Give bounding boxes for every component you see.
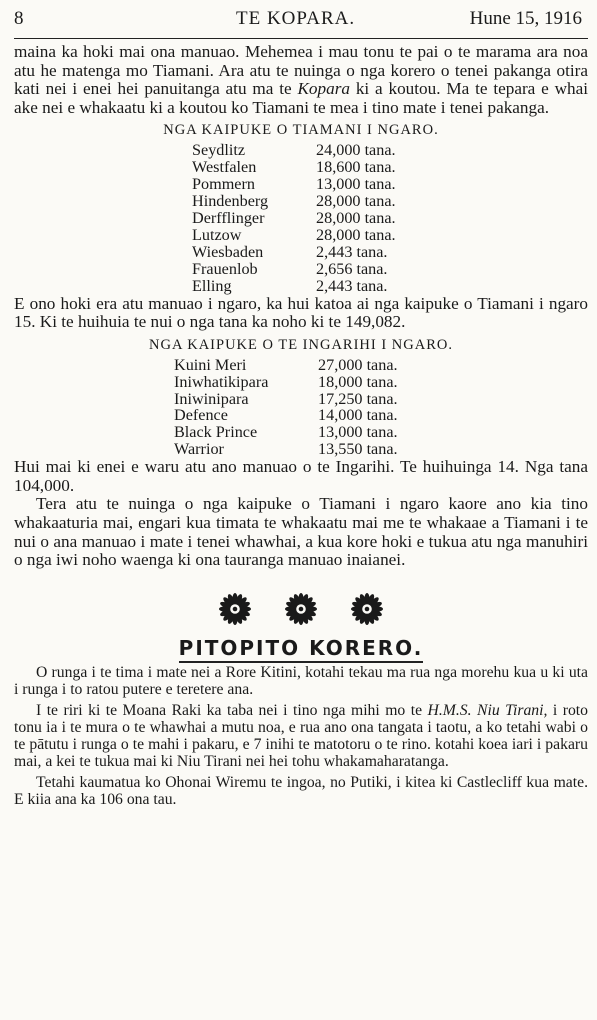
- ship-name: Westfalen: [192, 158, 257, 177]
- ship-row: [174, 424, 398, 441]
- ship-name: Derfflinger: [192, 209, 265, 227]
- intro-text-1: maina ka hoki mai ona manuao. Mehemea i mau tonu te pai o te marama ara noa atu he matenga mo Tiamani. Ara atu te nuinga o nga korero o tenei pakanga otira kati nei i enei hei panuitanga atu ma te: [14, 42, 588, 99]
- flower-ornament-icon: [350, 592, 384, 631]
- ship-name: Kuini Meri: [174, 355, 247, 374]
- ship-tonnage: 2,443 tana.: [316, 276, 388, 295]
- ship-name: Warrior: [174, 440, 224, 459]
- flower-ornament-icon: [218, 592, 252, 631]
- german-ships-table: [192, 142, 396, 294]
- ship-row: [174, 374, 398, 391]
- kopara-italic: Kopara: [297, 79, 350, 99]
- page-number: 8: [14, 8, 24, 29]
- closing-paragraph: Tera atu te nuinga o nga kaipuke o Tiamani i ngaro kaore ano kia tino whakaaturia mai, engari kua timata te whakaatu mai me te whakaae a Tiamani i te nui o ana manuao i mate i tenei whawhai, a kua kore hoki e tukua atu nga manuhiri o nga iwi noho waenga ki ona tauranga manuao inaianei.: [14, 494, 588, 570]
- ship-name: Hindenberg: [192, 192, 269, 211]
- ship-row: [192, 142, 396, 159]
- news-paragraph-1: O runga i te tima i mate nei a Rore Kitini, kotahi tekau ma rua nga morehu kua u ki uta i runga i to ratou putere e teretere ana.: [14, 663, 588, 698]
- ship-row: [192, 227, 396, 244]
- ship-row: [174, 407, 398, 424]
- german-summary: E ono hoki era atu manuao i ngaro, ka hui katoa ai nga kaipuke o Tiamani i ngaro 15. Ki te huihuia te nui o nga tana ka noho ki te 149,082.: [14, 293, 588, 332]
- ship-name: Wiesbaden: [192, 242, 264, 261]
- ship-tonnage: 13,000 tana.: [318, 423, 398, 442]
- ship-name: Iniwhatikipara: [174, 372, 269, 391]
- ship-row: [174, 357, 398, 374]
- page-header: [14, 4, 588, 39]
- ship-name: Frauenlob: [192, 259, 258, 278]
- ship-tonnage: 27,000 tana.: [318, 355, 398, 374]
- news-heading: [14, 636, 588, 660]
- ship-name-italic: H.M.S. Niu Tirani,: [427, 701, 548, 719]
- news-heading-text: PITOPITO KORERO.: [179, 636, 424, 663]
- ship-name: Pommern: [192, 175, 255, 194]
- ship-name: Seydlitz: [192, 141, 246, 160]
- news-p2-suffix: i roto tonu ia i te mura o te whawhai a mutu noa, e rua ano ona tangata i taotu, a ko tetahi wabi o te pātutu i runga o te mahi i pakaru, e 7 inihi te matotoru o te rino. kotahi koea iari i pakaru mai, a kei te tukua mai ki Niu Tirani nei hei tohu whakamaharatanga.: [14, 701, 588, 770]
- ship-tonnage: 28,000 tana.: [316, 209, 396, 227]
- ship-tonnage: 28,000 tana.: [316, 192, 396, 211]
- ship-tonnage: 24,000 tana.: [316, 141, 396, 160]
- english-summary: Hui mai ki enei e waru atu ano manuao o te Ingarihi. Te huihuinga 14. Nga tana 104,000.: [14, 457, 588, 495]
- news-paragraph-2: [14, 702, 588, 770]
- ship-row: [192, 176, 396, 193]
- ship-tonnage: 17,250 tana.: [318, 389, 398, 408]
- ship-tonnage: 2,656 tana.: [316, 259, 388, 278]
- ship-tonnage: 28,000 tana.: [316, 225, 396, 244]
- ship-tonnage: 14,000 tana.: [318, 406, 398, 425]
- ship-name: Lutzow: [192, 225, 242, 244]
- ship-name: Black Prince: [174, 423, 258, 442]
- newspaper-page: [14, 4, 588, 812]
- ship-row: [174, 441, 398, 458]
- ship-row: [192, 159, 396, 176]
- ship-row: [192, 278, 396, 295]
- ship-row: [192, 261, 396, 278]
- ship-tonnage: 13,550 tana.: [318, 440, 398, 459]
- ship-name: Iniwinipara: [174, 389, 249, 408]
- ship-tonnage: 13,000 tana.: [316, 175, 396, 194]
- ship-row: [174, 391, 398, 408]
- flower-ornament-icon: [284, 592, 318, 631]
- ship-row: [192, 210, 396, 227]
- ship-tonnage: 18,600 tana.: [316, 158, 396, 177]
- ship-name: Elling: [192, 276, 232, 295]
- intro-paragraph: [14, 43, 588, 117]
- news-paragraph-3: Tetahi kaumatua ko Ohonai Wiremu te ingoa, no Putiki, i kitea ki Castlecliff kua mate. E kiia ana ka 106 ona tau.: [14, 773, 588, 808]
- ornament-divider: [14, 592, 588, 628]
- ship-row: [192, 244, 396, 261]
- german-ships-title: NGA KAIPUKE O TIAMANI I NGARO.: [163, 122, 439, 139]
- english-ships-title: NGA KAIPUKE O TE INGARIHI I NGARO.: [149, 336, 453, 353]
- issue-date: Hune 15, 1916: [469, 8, 582, 29]
- ship-name: Defence: [174, 406, 228, 425]
- intro-text-2: ki a koutou. Ma te tepara e whai ake nei e whakaatu ki a koutou ko Tiamani te mea i tino mate i tenei pakanga.: [14, 79, 588, 117]
- ship-tonnage: 2,443 tana.: [316, 242, 388, 261]
- ship-row: [192, 193, 396, 210]
- ship-tonnage: 18,000 tana.: [318, 372, 398, 391]
- english-ships-table: [174, 357, 398, 458]
- news-p2-prefix: I te riri ki te Moana Raki ka taba nei i tino nga mihi mo te: [36, 701, 428, 719]
- newspaper-title: TE KOPARA.: [236, 8, 356, 29]
